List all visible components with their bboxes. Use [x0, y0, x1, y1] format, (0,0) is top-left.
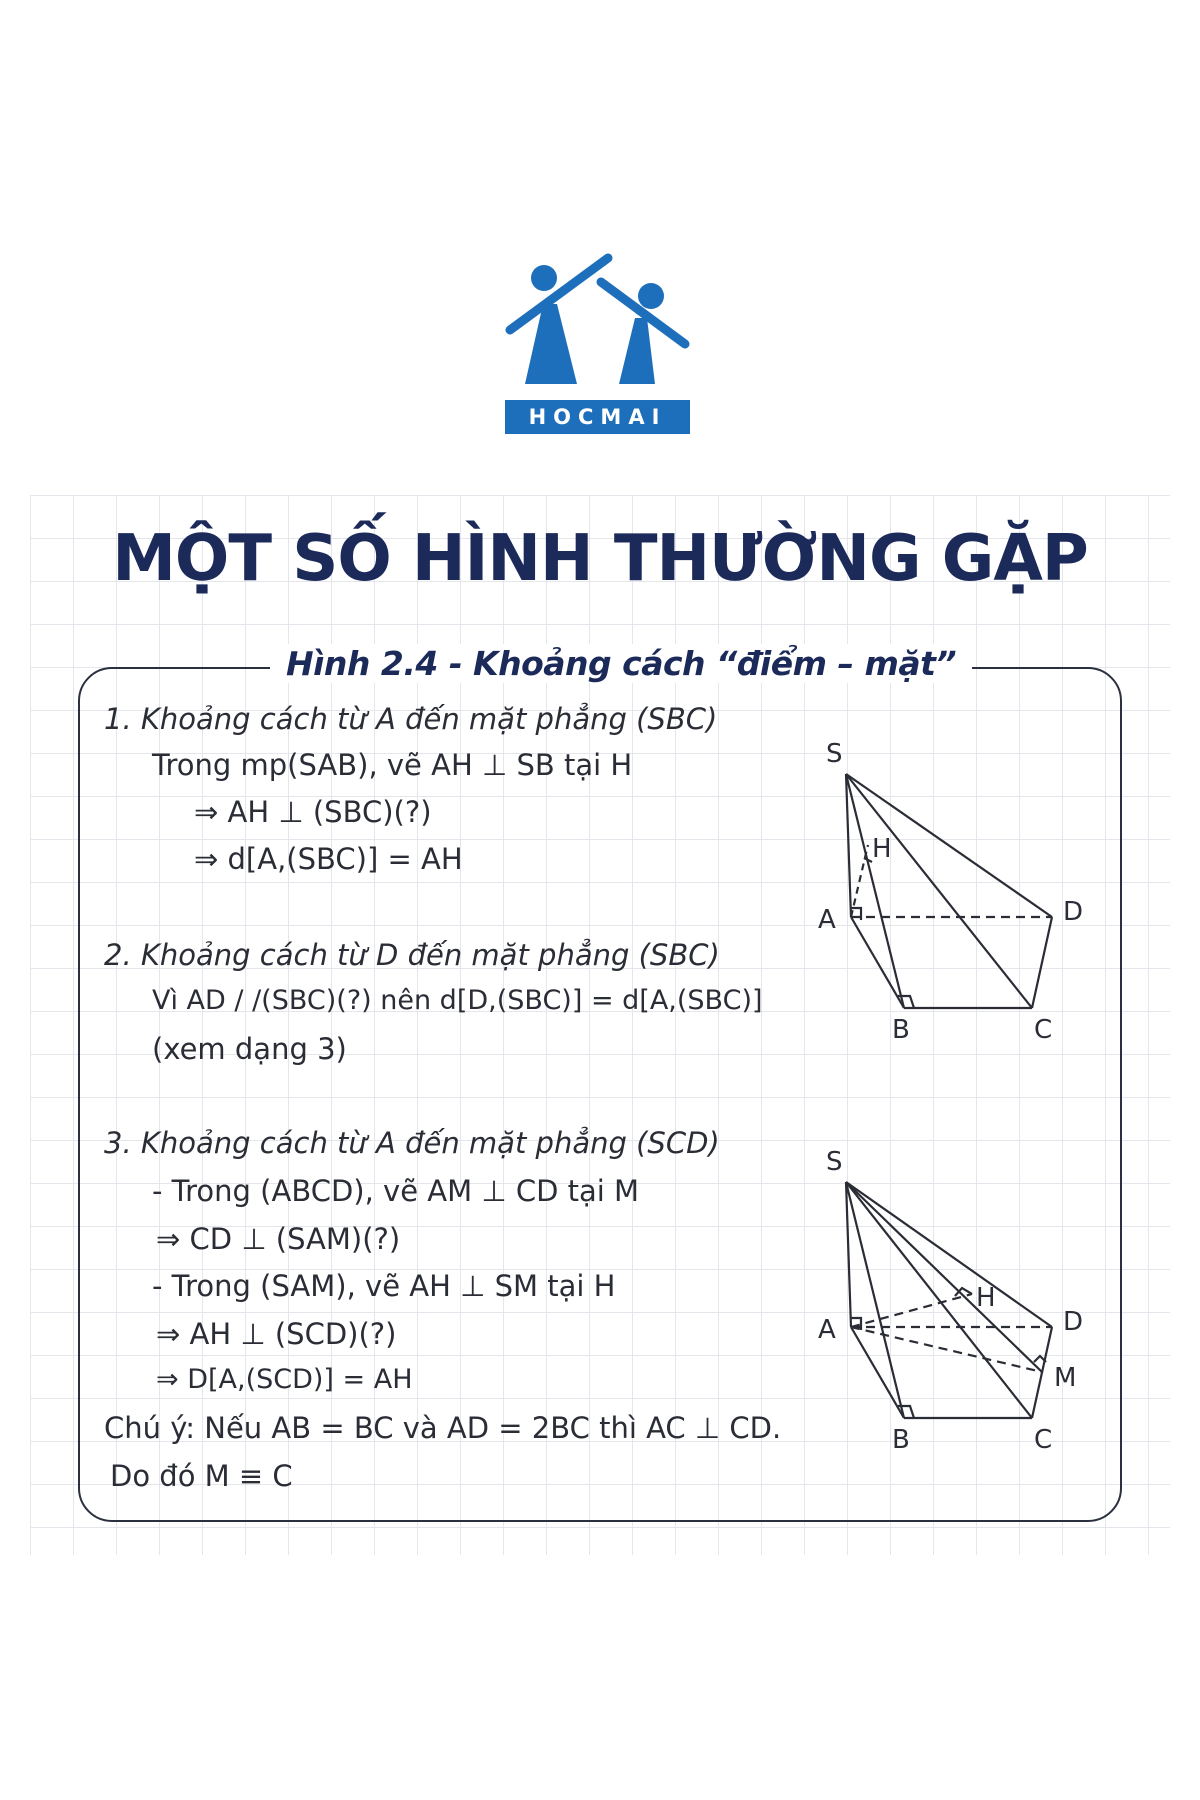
label-H: H	[872, 834, 892, 864]
section1-heading: 1. Khoảng cách từ A đến mặt phẳng (SBC)	[104, 702, 718, 736]
hocmai-figures-icon	[505, 252, 690, 402]
label-M: M	[1054, 1363, 1077, 1393]
segment-AM	[851, 1327, 1042, 1372]
edge-AB	[851, 1327, 904, 1418]
edge-CD	[1032, 1327, 1052, 1418]
segment-AH	[851, 845, 868, 917]
section3-line: ⇒ D[A,(SCD)] = AH	[156, 1364, 413, 1395]
right-angle-M	[1034, 1356, 1046, 1362]
hocmai-logo	[505, 252, 690, 434]
label-S: S	[826, 739, 843, 769]
section-subtitle: Hình 2.4 - Khoảng cách “điểm – mặt”	[270, 644, 972, 683]
section1-line: ⇒ AH ⊥ (SBC)(?)	[194, 795, 432, 829]
label-D: D	[1063, 897, 1084, 927]
label-B: B	[892, 1015, 910, 1045]
label-A: A	[818, 905, 836, 935]
section1-line: Trong mp(SAB), vẽ AH ⊥ SB tại H	[152, 748, 633, 782]
section1-line: ⇒ d[A,(SBC)] = AH	[194, 842, 463, 876]
section3-heading: 3. Khoảng cách từ A đến mặt phẳng (SCD)	[104, 1126, 720, 1160]
edge-AB	[851, 917, 904, 1008]
label-B: B	[892, 1425, 910, 1455]
section2-line: (xem dạng 3)	[152, 1032, 347, 1066]
pyramid-figure-1	[846, 774, 1052, 1008]
page-title: MỘT SỐ HÌNH THƯỜNG GẶP	[112, 522, 1088, 596]
section3-line: ⇒ CD ⊥ (SAM)(?)	[156, 1222, 401, 1256]
segment-SM	[846, 1182, 1042, 1372]
label-H: H	[976, 1283, 996, 1313]
segment-AH	[851, 1294, 972, 1327]
section3-line: - Trong (ABCD), vẽ AM ⊥ CD tại M	[152, 1174, 640, 1208]
section2-heading: 2. Khoảng cách từ D đến mặt phẳng (SBC)	[104, 938, 720, 972]
edge-CD	[1032, 917, 1052, 1008]
pyramid-figure-2	[846, 1182, 1052, 1418]
logo-wordmark: HOCMAI	[505, 400, 690, 434]
section2-line: Vì AD / /(SBC)(?) nên d[D,(SBC)] = d[A,(SBC)]	[152, 985, 763, 1016]
label-C: C	[1034, 1425, 1053, 1455]
label-D: D	[1063, 1307, 1084, 1337]
section3-note: Chú ý: Nếu AB = BC và AD = 2BC thì AC ⊥ CD.	[104, 1411, 782, 1445]
label-A: A	[818, 1315, 836, 1345]
label-S: S	[826, 1147, 843, 1177]
section3-line: ⇒ AH ⊥ (SCD)(?)	[156, 1317, 397, 1351]
section3-line: - Trong (SAM), vẽ AH ⊥ SM tại H	[152, 1269, 616, 1303]
section3-note-conclusion: Do đó M ≡ C	[110, 1459, 293, 1493]
label-C: C	[1034, 1015, 1053, 1045]
geometry-figures	[790, 730, 1120, 1460]
